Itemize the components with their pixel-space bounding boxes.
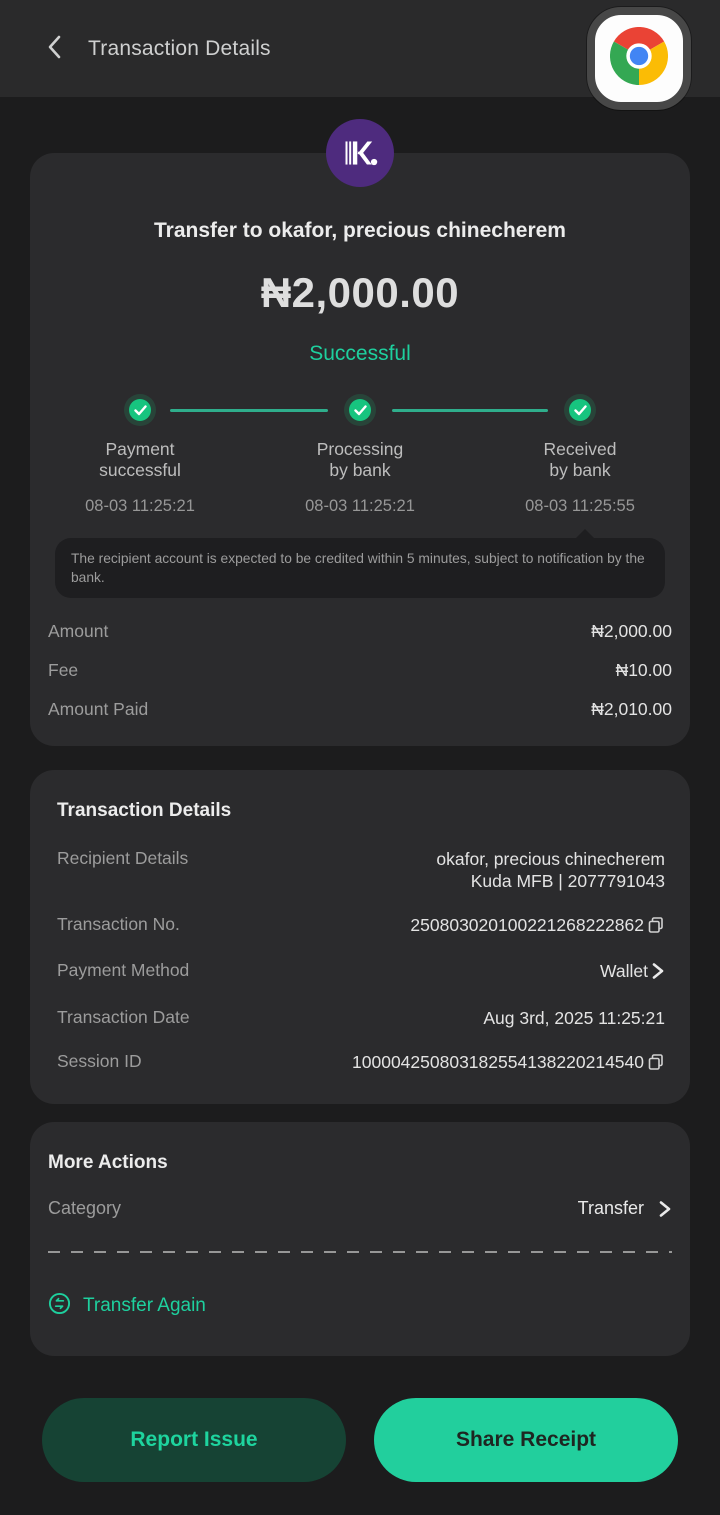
amount-paid-row <box>48 699 672 720</box>
step-timestamp: 08-03 11:25:21 <box>305 497 415 515</box>
page-title: Transaction Details <box>88 36 271 60</box>
fee-value: ₦10.00 <box>615 660 672 680</box>
chevron-right-icon <box>651 962 665 980</box>
recipient-value: okafor, precious chinecherem Kuda MFB | 2077791043 <box>436 849 665 891</box>
transfer-title: Transfer to okafor, precious chinecherem <box>154 219 566 242</box>
payment-method-row[interactable]: Payment Method Wallet <box>57 960 665 982</box>
step-label: Received by bank <box>543 439 617 480</box>
copy-icon[interactable] <box>647 1053 665 1071</box>
transaction-no-row: Transaction No. 250803020100221268222862 <box>57 914 665 936</box>
kuda-bank-logo <box>326 119 394 187</box>
credit-notice-tooltip: The recipient account is expected to be credited within 5 minutes, subject to notification by the bank. <box>55 538 665 598</box>
more-actions-card <box>30 1122 690 1356</box>
dashed-divider <box>48 1251 672 1253</box>
report-issue-button[interactable]: Report Issue <box>42 1398 346 1482</box>
amount-paid-value: ₦2,010.00 <box>591 699 672 719</box>
chevron-right-icon <box>658 1199 672 1219</box>
transfer-icon <box>48 1292 71 1320</box>
transaction-date-row: Transaction Date Aug 3rd, 2025 11:25:21 <box>57 1007 665 1028</box>
status-text: Successful <box>309 342 411 365</box>
amount-value: ₦2,000.00 <box>591 621 672 641</box>
transfer-amount: ₦2,000.00 <box>260 269 460 316</box>
transfer-again-button[interactable]: Transfer Again <box>48 1292 206 1320</box>
recipient-details-row: Recipient Details okafor, precious chinecherem Kuda MFB | 2077791043 <box>57 848 665 891</box>
details-card-title: Transaction Details <box>57 800 232 821</box>
amount-row <box>48 621 672 642</box>
step-timestamp: 08-03 11:25:21 <box>85 497 195 515</box>
chevron-left-icon <box>45 34 65 65</box>
amount-paid-label: Amount Paid <box>48 699 149 719</box>
copy-icon[interactable] <box>647 916 665 934</box>
summary-card <box>30 153 690 746</box>
step-check-icon <box>129 399 151 421</box>
step-check-icon <box>349 399 371 421</box>
share-receipt-button[interactable]: Share Receipt <box>374 1398 678 1482</box>
transaction-details-card <box>30 770 690 1104</box>
step-connector <box>392 409 548 412</box>
step-label: Payment successful <box>99 439 181 480</box>
back-button[interactable] <box>40 34 70 64</box>
fee-row <box>48 660 672 681</box>
step-check-icon <box>569 399 591 421</box>
chrome-browser-icon <box>610 27 668 90</box>
step-connector <box>170 409 328 412</box>
session-id-row: Session ID 100004250803182554138220214540 <box>57 1051 665 1073</box>
category-row[interactable]: Category Transfer <box>48 1198 672 1219</box>
bottom-button-row <box>42 1398 678 1482</box>
chrome-app-icon[interactable] <box>587 7 691 110</box>
more-actions-title: More Actions <box>48 1152 168 1173</box>
step-label: Processing by bank <box>316 439 404 480</box>
step-timestamp: 08-03 11:25:55 <box>525 497 635 515</box>
amount-label: Amount <box>48 621 109 641</box>
fee-label: Fee <box>48 660 79 680</box>
